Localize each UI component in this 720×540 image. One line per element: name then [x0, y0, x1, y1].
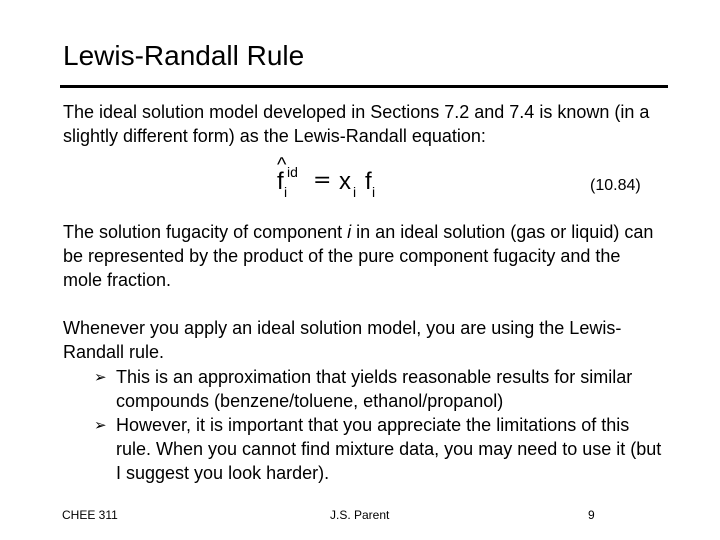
- arrow-bullet-icon: ➢: [94, 416, 107, 434]
- list-item: [92, 365, 662, 413]
- fugacity-hat: ^: [277, 154, 287, 176]
- equation-mole-fraction: x: [339, 168, 351, 195]
- equation-f-subscript: i: [372, 184, 376, 200]
- fugacity-text-after: in an ideal solution (gas or liquid) can be represented by the product of the pure component fugacity and the mole fraction.: [63, 222, 654, 290]
- list-item: [92, 413, 662, 485]
- equation-equals: =: [313, 168, 332, 193]
- bullet-text: However, it is important that you appreciate the limitations of this rule. When you cannot find mixture data, you may need to use it (but I suggest you look harder).: [116, 415, 662, 483]
- equation-lhs-superscript: id: [287, 164, 298, 180]
- equation-x-subscript: i: [353, 184, 357, 200]
- intro-paragraph: The ideal solution model developed in Sections 7.2 and 7.4 is known (in a slightly different form) as the Lewis-Randall equation:: [63, 102, 650, 146]
- equation-number: (10.84): [590, 177, 641, 194]
- fugacity-text-before: The solution fugacity of component: [63, 222, 348, 242]
- lewis-randall-usage-paragraph: Whenever you apply an ideal solution model, you are using the Lewis-Randall rule.: [63, 318, 622, 362]
- title-underline: [60, 85, 668, 88]
- footer-page-number: 9: [588, 508, 595, 522]
- component-symbol: i: [347, 222, 352, 242]
- arrow-bullet-icon: ➢: [94, 368, 107, 386]
- equation-lhs-symbol: f: [277, 168, 284, 195]
- footer-course: CHEE 311: [62, 508, 118, 522]
- slide-title: Lewis-Randall Rule: [63, 40, 305, 71]
- bullet-list: [92, 365, 662, 485]
- bullet-text: This is an approximation that yields reasonable results for similar compounds (benzene/toluene, ethanol/propanol): [116, 367, 633, 411]
- fugacity-paragraph: [63, 220, 663, 292]
- equation-pure-fugacity: f: [365, 168, 372, 195]
- footer-author: J.S. Parent: [330, 508, 390, 522]
- equation-lhs-subscript: i: [284, 184, 288, 200]
